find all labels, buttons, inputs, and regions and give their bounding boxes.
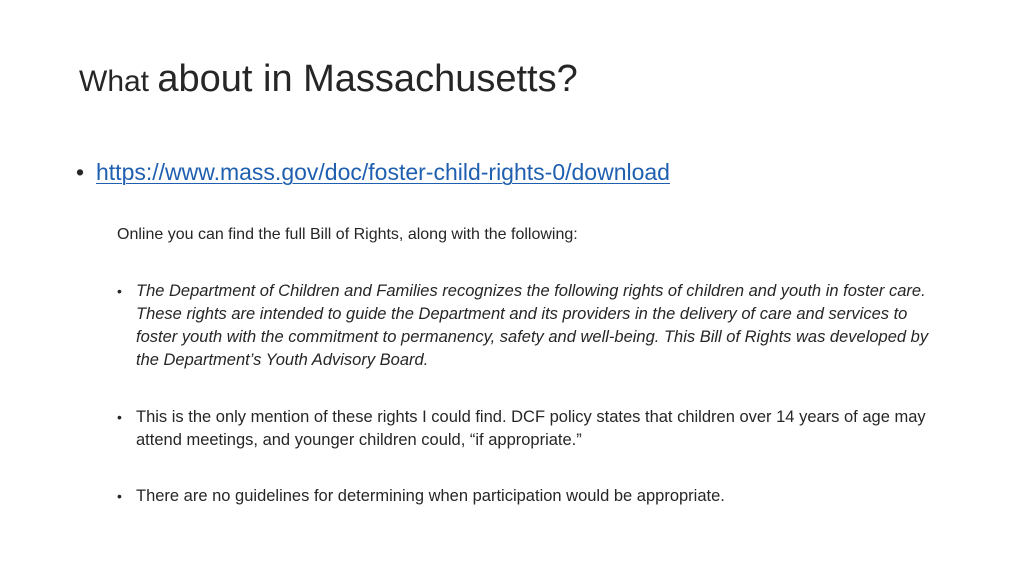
intro-text: Online you can find the full Bill of Rights, along with the following:	[117, 226, 578, 243]
bullet-marker: •	[117, 488, 122, 504]
list-item-no-guidelines	[117, 485, 947, 508]
link-bullet-row	[76, 158, 976, 186]
title-part-what: What	[79, 65, 158, 98]
title-part-rest: about in Massachusetts?	[157, 58, 578, 100]
list-item-text: There are no guidelines for determining when participation would be appropriate.	[136, 487, 725, 505]
list-item-dcf-quote	[117, 280, 947, 372]
list-item-only-mention	[117, 406, 947, 452]
bullet-marker: •	[76, 159, 85, 185]
bullet-marker: •	[117, 283, 122, 299]
slide-title	[79, 60, 979, 98]
list-item-text: This is the only mention of these rights I could find. DCF policy states that children over 14 years of age may attend meetings, and younger children could, “if appropriate.”	[136, 408, 926, 449]
bullet-marker: •	[117, 409, 122, 425]
bill-of-rights-link[interactable]: https://www.mass.gov/doc/foster-child-rights-0/download	[96, 159, 670, 185]
list-item-text: The Department of Children and Families recognizes the following rights of children and youth in foster care. These rights are intended to guide the Department and its providers in the delivery of care and services to foster youth with the commitment to permanency, safety and well-being. This Bill of Rights was developed by the Department’s Youth Advisory Board.	[136, 282, 929, 369]
